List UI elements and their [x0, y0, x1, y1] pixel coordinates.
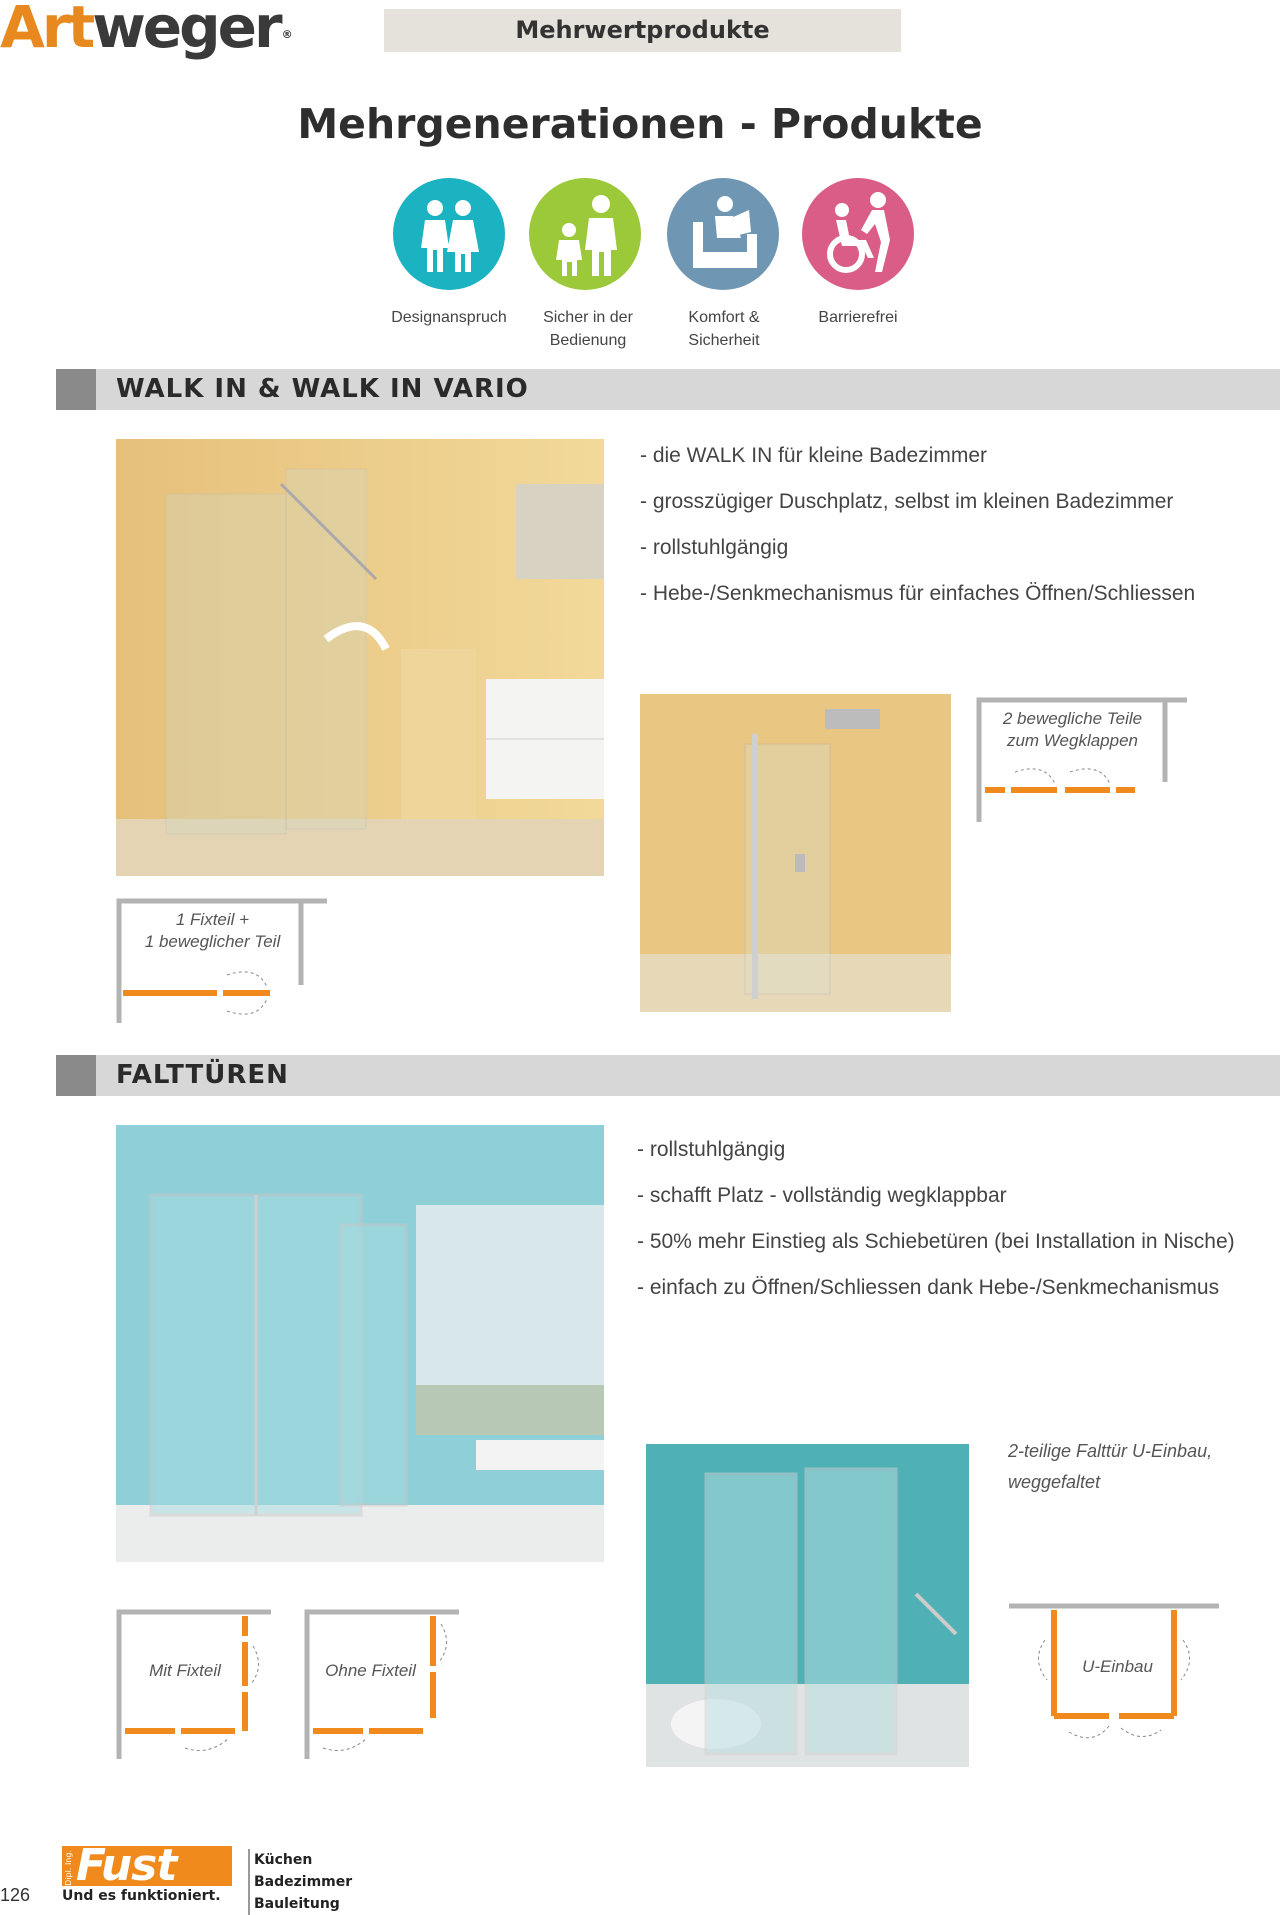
fust-tag: Dipl. Ing.: [64, 1850, 73, 1886]
bullet-item: - 50% mehr Einstieg als Schiebetüren (bei Installation in Nische): [637, 1230, 1235, 1253]
icon-label-comfort: Komfort & Sicherheit: [688, 309, 760, 349]
photo-falttuer-bathroom: [116, 1125, 604, 1562]
fust-slogan: Und es funktioniert.: [62, 1888, 221, 1904]
bullet-list-falttueren: [637, 1127, 1235, 1311]
icon-label-barrierfree: Barrierefrei: [818, 309, 898, 326]
parent-child-icon: [529, 178, 641, 290]
diagram-label-1: 1 Fixteil + 1 beweglicher Teil: [144, 910, 281, 951]
bullet-item: - einfach zu Öffnen/Schliessen dank Hebe-/Senkmechanismus: [637, 1276, 1220, 1299]
service-item: Bauleitung: [254, 1896, 340, 1912]
bullet-list-walkin: [640, 433, 1195, 617]
diagram-label-ohne: Ohne Fixteil: [325, 1661, 416, 1680]
bullet-item: - grosszügiger Duschplatz, selbst im kleinen Badezimmer: [640, 490, 1174, 513]
bullet-item: - rollstuhlgängig: [637, 1138, 786, 1161]
family-icon: [393, 178, 505, 290]
bullet-item: - Hebe-/Senkmechanismus für einfaches Öffnen/Schliessen: [640, 582, 1196, 605]
diagram-label-2: 2 bewegliche Teile zum Wegklappen: [1002, 709, 1143, 750]
diagram-ohne-fixteil: [303, 1606, 463, 1761]
photo-walkin-bathroom: [116, 439, 604, 876]
section-title: FALTTÜREN: [116, 1060, 289, 1090]
artweger-logo: Artweger ®: [0, 0, 293, 61]
section-bar-walkin: [56, 369, 1280, 410]
section-title: WALK IN & WALK IN VARIO: [116, 374, 529, 404]
category-banner: Mehrwertprodukte: [384, 9, 901, 52]
bullet-item: - rollstuhlgängig: [640, 536, 789, 559]
icon-label-design: Designanspruch: [391, 309, 507, 326]
diagram-label-u: U-Einbau: [1082, 1657, 1153, 1676]
diagram-mit-fixteil: [115, 1606, 275, 1761]
service-item: Badezimmer: [254, 1874, 353, 1890]
bullet-item: - schafft Platz - vollständig wegklappbar: [637, 1184, 1007, 1207]
service-item: Küchen: [254, 1852, 313, 1868]
diagram-u-einbau: [1009, 1600, 1221, 1760]
section-bar-falttueren: [56, 1055, 1280, 1096]
page-number: 126: [0, 1885, 31, 1905]
caption-u-einbau: 2-teilige Falttür U-Einbau, weggefaltet: [1008, 1441, 1213, 1492]
photo-falttuer-u: [646, 1444, 969, 1767]
page-title: Mehrgenerationen - Produkte: [297, 100, 983, 148]
fust-services: [248, 1849, 352, 1915]
diagram-label-mit: Mit Fixteil: [149, 1661, 221, 1680]
bullet-item: - die WALK IN für kleine Badezimmer: [640, 444, 988, 467]
fust-logo: Fust: [62, 1846, 232, 1886]
wheelchair-icon: [802, 178, 914, 290]
photo-walkin-vario: [640, 694, 951, 1012]
icon-label-safety: Sicher in der Bedienung: [543, 309, 633, 349]
armchair-reader-icon: [667, 178, 779, 290]
